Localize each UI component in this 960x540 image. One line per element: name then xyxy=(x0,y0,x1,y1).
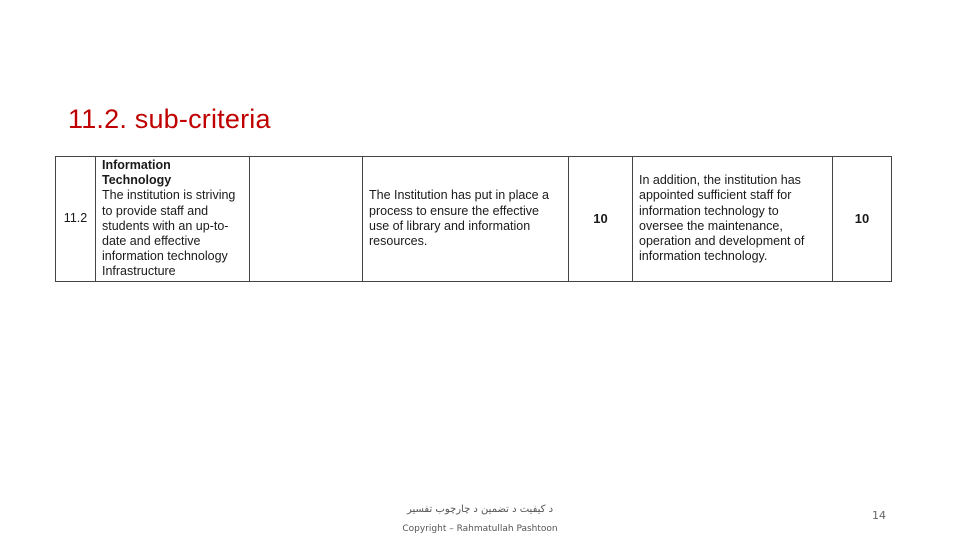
level2-cell: The Institution has put in place a process to ensure the effective use of library and information resources. xyxy=(363,157,569,282)
criterion-number: 11.2 xyxy=(56,157,96,282)
level3-score: 10 xyxy=(833,157,892,282)
level3-cell: In addition, the institution has appointed sufficient staff for information technology to oversee the maintenance, operation and development of information technology. xyxy=(633,157,833,282)
level2-score: 10 xyxy=(569,157,633,282)
criterion-heading: Information Technology xyxy=(102,158,172,188)
footer-pashto-text: د کیفیت د تضمین د چارچوب تفسیر xyxy=(406,504,554,515)
level1-cell xyxy=(250,157,363,282)
criterion-text: The institution is striving to provide staff and students with an up-to-date and effective information technology Infrastructure xyxy=(102,188,236,279)
page-number: 14 xyxy=(872,509,886,522)
criteria-table xyxy=(55,156,892,282)
table-row xyxy=(56,157,892,282)
criterion-description-cell xyxy=(96,157,250,282)
footer-copyright: Copyright – Rahmatullah Pashtoon xyxy=(402,524,558,534)
slide-title: 11.2. sub-criteria xyxy=(68,104,271,134)
